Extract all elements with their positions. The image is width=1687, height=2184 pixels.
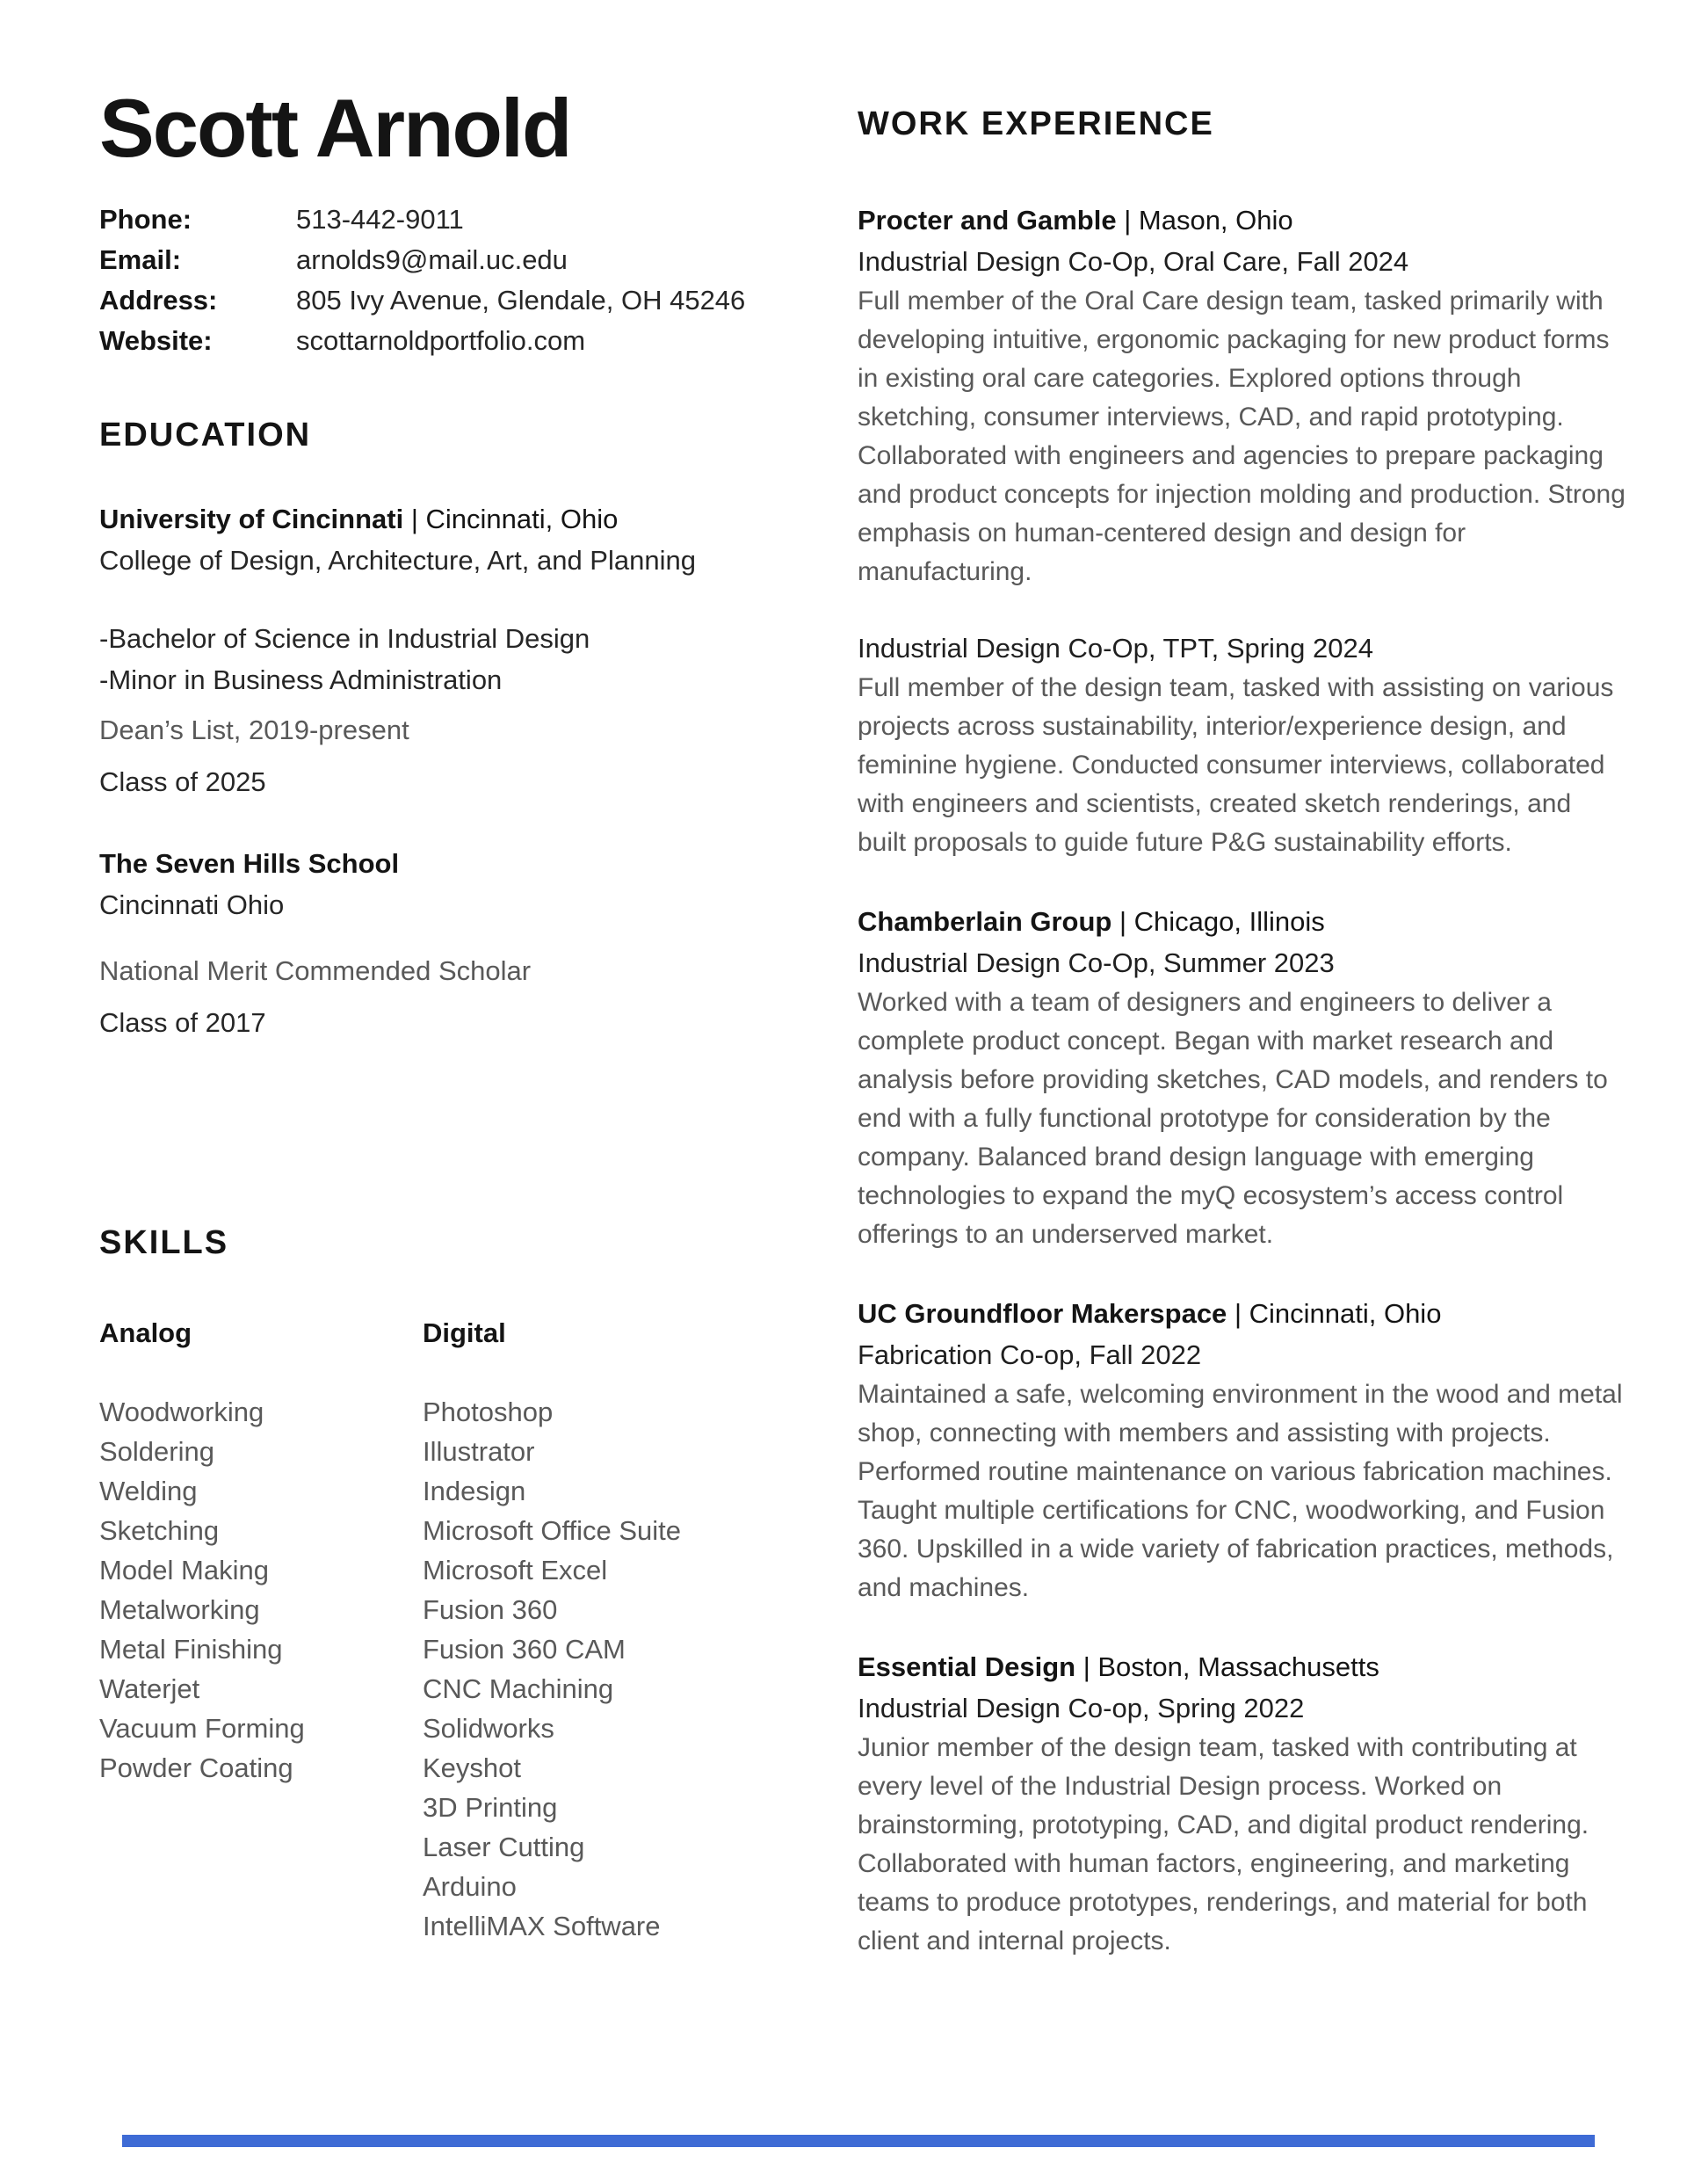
skill-item: Vacuum Forming [99,1712,305,1744]
role-description: Worked with a team of designers and engineers to deliver a complete product concept. Began with market research and analysis before providing sketches, CAD models, and renders to end with a fully functional prototype for consideration by the company. Balanced brand design language with emerging technologies to expand the myQ ecosystem’s access control offerings to an underserved market. [858,988,1608,1249]
skill-item: Fusion 360 CAM [423,1633,626,1665]
section-heading-work-experience: WORK EXPERIENCE [858,105,1214,142]
contact-row [99,200,789,240]
job-role [858,242,1625,591]
role-description: Junior member of the design team, tasked with contributing at every level of the Industrial Design process. Worked on brainstorming, prototyping, CAD, and digital product rendering. Collaborated with human factors, engineering, and marketing teams to produce prototypes, renderings, and material for both client and internal projects. [858,1733,1589,1955]
skill-item: Sketching [99,1514,220,1546]
right-column [858,83,1625,1961]
skills-column-title: Digital [423,1317,506,1348]
job-entry [858,1646,1625,1961]
education-detail: -Minor in Business Administration [99,664,503,695]
skills-column-digital [423,1313,681,1946]
role-title: Fabrication Co-op, Fall 2022 [858,1339,1202,1370]
company-location: | Cincinnati, Ohio [1234,1298,1442,1329]
job-entry [858,1293,1625,1607]
company-name: Chamberlain Group [858,906,1112,937]
job-role [858,628,1625,862]
skills-column-title: Analog [99,1317,192,1348]
skill-item: Microsoft Office Suite [423,1514,682,1546]
job-role [858,1688,1625,1961]
education-school [99,843,789,1043]
section-heading-skills: SKILLS [99,1223,229,1261]
role-description: Full member of the Oral Care design team, tasked primarily with developing intuitive, ergonomic packaging for new product forms in existing oral care categories. Explored options through sketching, consumer interviews, CAD, and rapid prototyping. Collaborated with engineers and agencies to prepare packaging and product concepts for injection molding and production. Strong emphasis on human-centered design and design for manufacturing. [858,287,1625,586]
skill-list-analog [99,1392,423,1788]
school-title [99,498,789,540]
skill-item: Welding [99,1475,198,1506]
skill-item: 3D Printing [423,1791,558,1823]
skill-item: Laser Cutting [423,1831,585,1862]
skill-item: Metal Finishing [99,1633,283,1665]
job-role [858,1335,1625,1607]
company-name: Essential Design [858,1651,1076,1682]
job-role [858,943,1625,1254]
school-name: The Seven Hills School [99,847,400,879]
contact-block [99,200,789,361]
company-location: | Boston, Massachusetts [1082,1651,1379,1682]
role-title: Industrial Design Co-Op, Oral Care, Fall 2024 [858,246,1409,277]
role-description: Full member of the design team, tasked with assisting on various projects across sustainability, interior/experience design, and feminine hygiene. Conducted consumer interviews, collaborated with engineers and scientists, created sketch renderings, and built proposals to guide future P&G sustainability efforts. [858,673,1614,857]
company-line [858,901,1625,943]
skill-item: Microsoft Excel [423,1554,608,1585]
company-line [858,1646,1625,1688]
skill-item: Arduino [423,1870,517,1902]
job-entry [858,901,1625,1254]
role-title: Industrial Design Co-op, Spring 2022 [858,1693,1305,1723]
honor-line: Dean’s List, 2019-present [99,714,409,745]
school-subtitle: Cincinnati Ohio [99,889,285,920]
role-title: Industrial Design Co-Op, Summer 2023 [858,947,1335,978]
left-column [99,83,789,1961]
class-year: Class of 2017 [99,1006,266,1038]
contact-label: Email: [99,243,182,275]
skill-item: Model Making [99,1554,269,1585]
skill-item: Indesign [423,1475,526,1506]
skill-item: Waterjet [99,1672,200,1704]
jobs-list [858,200,1625,1961]
skills-columns [99,1313,789,1946]
skill-item: Illustrator [423,1435,535,1467]
role-description: Maintained a safe, welcoming environment in the wood and metal shop, connecting with members and assisting with projects. Performed routine maintenance on various fabrication machines. Taught multiple certifications for CNC, woodworking, and Fusion 360. Upskilled in a wide variety of fabrication practices, methods, and machines. [858,1380,1623,1602]
skill-item: Photoshop [423,1396,554,1427]
skill-item: Woodworking [99,1396,264,1427]
skill-item: CNC Machining [423,1672,614,1704]
skill-list-digital [423,1392,681,1946]
contact-value: scottarnoldportfolio.com [296,324,586,356]
school-subtitle: College of Design, Architecture, Art, and Planning [99,544,696,576]
honor-line: National Merit Commended Scholar [99,954,532,986]
education-details [99,618,789,700]
company-name: Procter and Gamble [858,205,1117,236]
contact-row [99,321,789,361]
role-title: Industrial Design Co-Op, TPT, Spring 2024 [858,633,1374,664]
class-year: Class of 2025 [99,765,266,797]
skill-item: Fusion 360 [423,1593,558,1625]
contact-row [99,280,789,321]
skills-column-analog [99,1313,423,1946]
skill-item: Soldering [99,1435,214,1467]
contact-label: Website: [99,324,213,356]
skill-item: Solidworks [423,1712,554,1744]
footer-accent-bar [122,2135,1595,2147]
school-title [99,843,789,884]
school-location: | Cincinnati, Ohio [410,503,619,534]
contact-value: arnolds9@mail.uc.edu [296,243,568,275]
company-line [858,1293,1625,1335]
skill-item: IntelliMAX Software [423,1910,661,1941]
company-location: | Chicago, Illinois [1119,906,1325,937]
section-heading-education: EDUCATION [99,416,312,453]
skill-item: Metalworking [99,1593,260,1625]
skill-item: Keyshot [423,1752,522,1783]
company-location: | Mason, Ohio [1124,205,1293,236]
skill-item: Powder Coating [99,1752,293,1783]
company-line [858,200,1625,242]
job-entry [858,200,1625,862]
education-detail: -Bachelor of Science in Industrial Design [99,622,590,654]
contact-label: Address: [99,284,218,316]
education-school [99,498,789,802]
contact-row [99,240,789,280]
contact-value: 513-442-9011 [296,203,464,235]
school-name: University of Cincinnati [99,503,404,534]
company-name: UC Groundfloor Makerspace [858,1298,1227,1329]
resume-name: Scott Arnold [99,82,571,174]
contact-value: 805 Ivy Avenue, Glendale, OH 45246 [296,284,746,316]
contact-label: Phone: [99,203,192,235]
